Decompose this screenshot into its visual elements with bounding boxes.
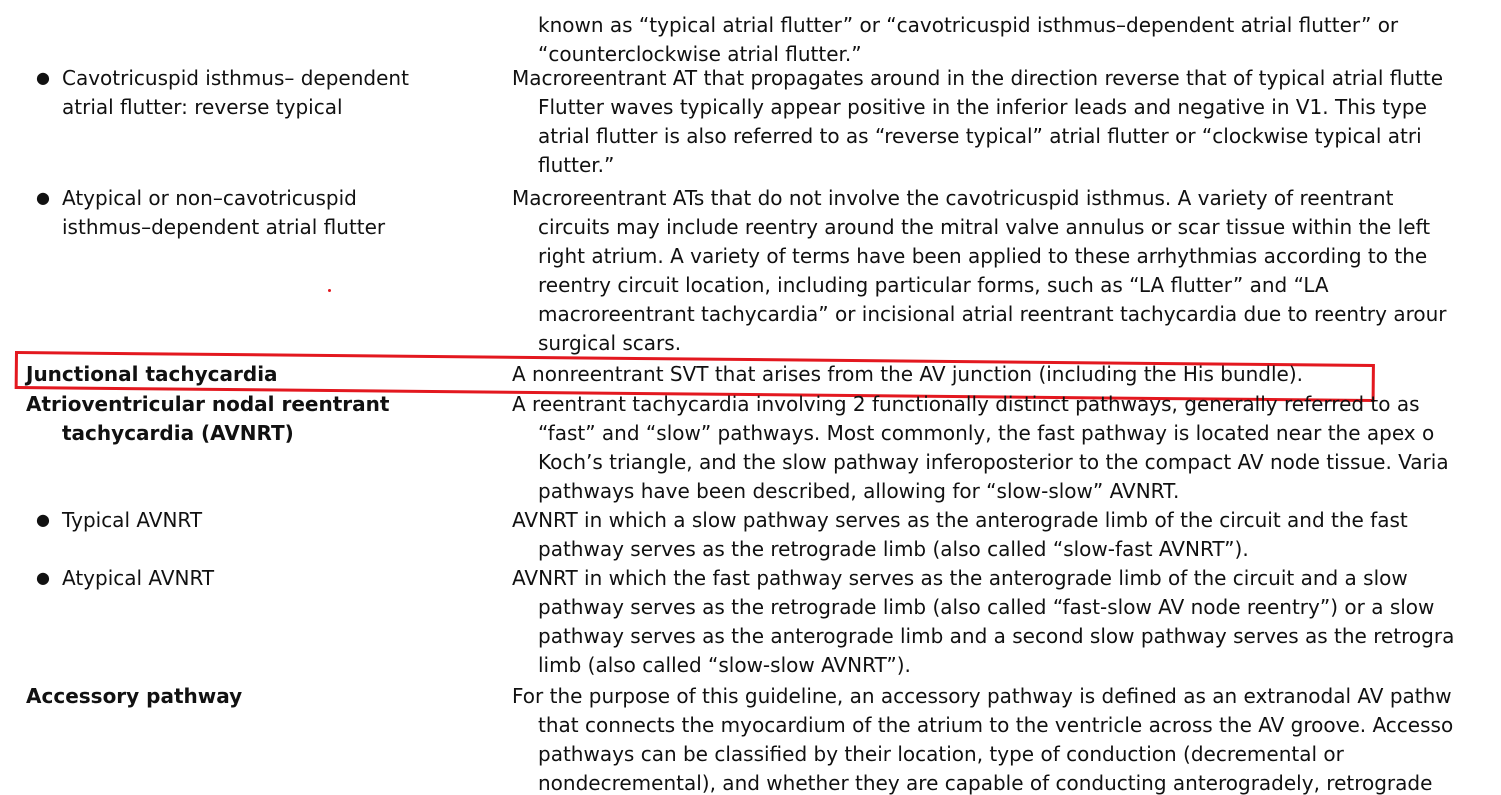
definition-line: flutter.” bbox=[538, 153, 615, 177]
sub-term-line: Atypical or non–cavotricuspid bbox=[62, 186, 357, 210]
term-heading-line: Accessory pathway bbox=[26, 684, 243, 708]
definition-line: “fast” and “slow” pathways. Most commonly, the fast pathway is located near the apex o bbox=[538, 421, 1435, 445]
definition-line: pathway serves as the retrograde limb (also called “slow-fast AVNRT”). bbox=[538, 537, 1249, 561]
bullet-marker: ● bbox=[36, 188, 50, 207]
definition-line: macroreentrant tachycardia” or incisional atrial reentrant tachycardia due to reentry arour bbox=[538, 302, 1447, 326]
term-heading-line: Junctional tachycardia bbox=[26, 362, 278, 386]
sub-term-line: Typical AVNRT bbox=[62, 508, 203, 532]
definition-line: circuits may include reentry around the mitral valve annulus or scar tissue within the left bbox=[538, 215, 1431, 239]
definition-line: “counterclockwise atrial flutter.” bbox=[538, 42, 862, 66]
term-heading-line: tachycardia (AVNRT) bbox=[62, 421, 294, 445]
definition-line: A nonreentrant SVT that arises from the AV junction (including the His bundle). bbox=[512, 362, 1304, 386]
definition-line: known as “typical atrial flutter” or “cavotricuspid isthmus–dependent atrial flutter” or bbox=[538, 13, 1399, 37]
definition-line: Koch’s triangle, and the slow pathway inferoposterior to the compact AV node tissue. Varia bbox=[538, 450, 1449, 474]
definition-line: limb (also called “slow-slow AVNRT”). bbox=[538, 653, 911, 677]
definition-line: that connects the myocardium of the atrium to the ventricle across the AV groove. Accesso bbox=[538, 713, 1454, 737]
definition-line: pathway serves as the retrograde limb (also called “fast-slow AV node reentry”) or a slow bbox=[538, 595, 1435, 619]
definition-line: pathways can be classified by their location, type of conduction (decremental or bbox=[538, 742, 1344, 766]
definition-line: atrial flutter is also referred to as “reverse typical” atrial flutter or “clockwise typical atri bbox=[538, 124, 1422, 148]
definition-line: nondecremental), and whether they are capable of conducting anterogradely, retrograde bbox=[538, 771, 1433, 795]
definition-line: A reentrant tachycardia involving 2 functionally distinct pathways, generally referred to as bbox=[512, 392, 1420, 416]
definition-line: pathways have been described, allowing for “slow-slow” AVNRT. bbox=[538, 479, 1180, 503]
definition-line: Macroreentrant AT that propagates around in the direction reverse that of typical atrial flutte bbox=[512, 66, 1444, 90]
definition-line: AVNRT in which the fast pathway serves as the anterograde limb of the circuit and a slow bbox=[512, 566, 1408, 590]
definition-line: For the purpose of this guideline, an accessory pathway is defined as an extranodal AV pathw bbox=[512, 684, 1452, 708]
sub-term-line: Atypical AVNRT bbox=[62, 566, 215, 590]
definition-line: reentry circuit location, including particular forms, such as “LA flutter” and “LA bbox=[538, 273, 1329, 297]
definition-line: right atrium. A variety of terms have been applied to these arrhythmias according to the bbox=[538, 244, 1428, 268]
bullet-marker: ● bbox=[36, 68, 50, 87]
sub-term-line: atrial flutter: reverse typical bbox=[62, 95, 343, 119]
definition-line: AVNRT in which a slow pathway serves as the anterograde limb of the circuit and the fast bbox=[512, 508, 1408, 532]
definition-line: pathway serves as the anterograde limb and a second slow pathway serves as the retrogra bbox=[538, 624, 1455, 648]
definition-line: Flutter waves typically appear positive in the inferior leads and negative in V1. This type bbox=[538, 95, 1427, 119]
term-heading-line: Atrioventricular nodal reentrant bbox=[26, 392, 390, 416]
bullet-marker: ● bbox=[36, 510, 50, 529]
sub-term-line: isthmus–dependent atrial flutter bbox=[62, 215, 386, 239]
sub-term-line: Cavotricuspid isthmus– dependent bbox=[62, 66, 409, 90]
definition-line: Macroreentrant ATs that do not involve the cavotricuspid isthmus. A variety of reentrant bbox=[512, 186, 1394, 210]
stray-annotation-dot bbox=[328, 289, 331, 292]
bullet-marker: ● bbox=[36, 568, 50, 587]
definition-line: surgical scars. bbox=[538, 331, 682, 355]
